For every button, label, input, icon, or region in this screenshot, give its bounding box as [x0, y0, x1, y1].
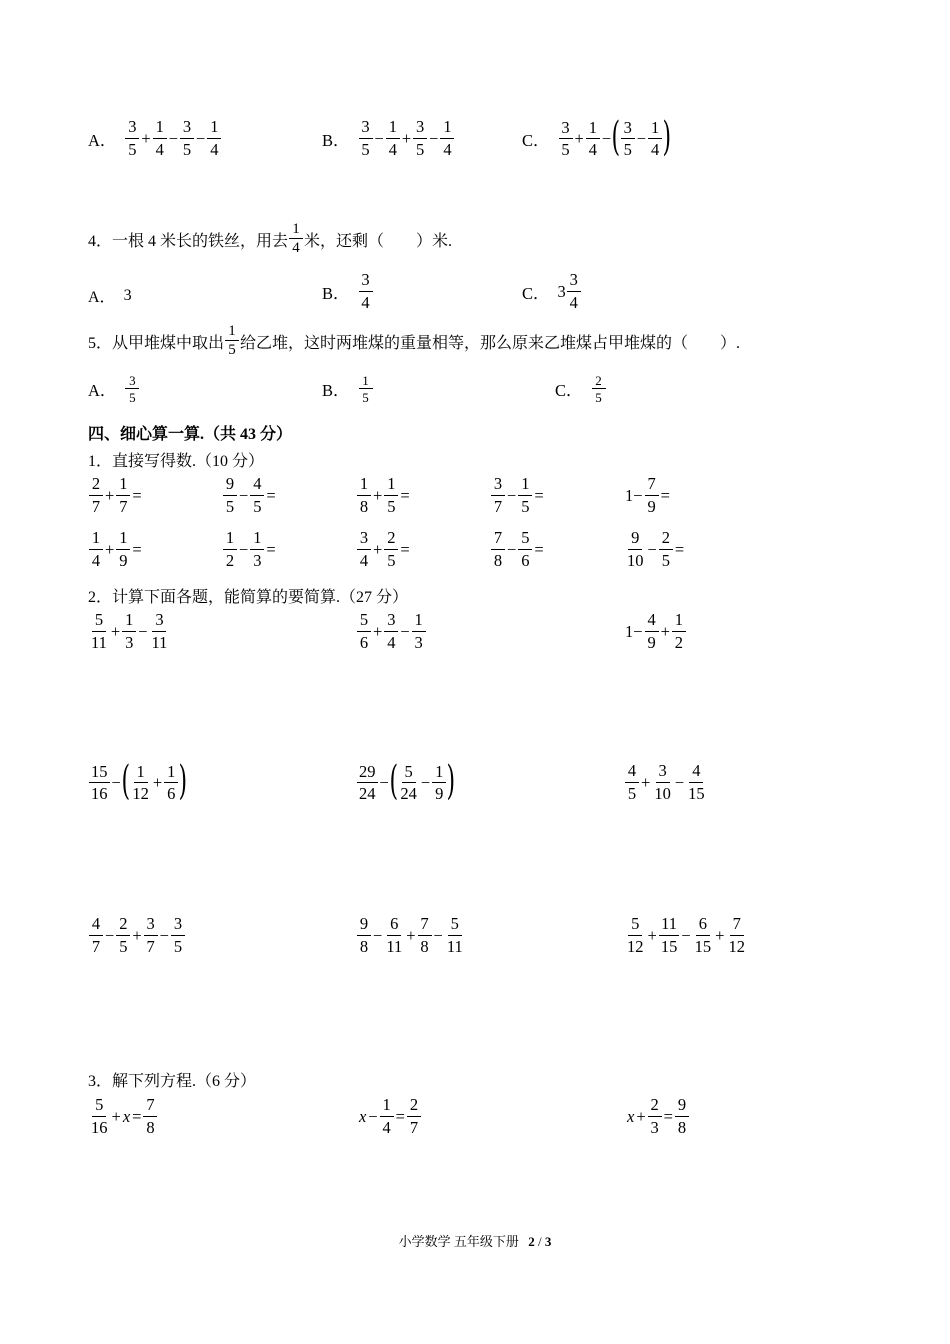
direct-calc-10: $\frac{9}{10}$ − $\frac{2}{5}$ = [627, 528, 685, 570]
equation-1: $\frac{5}{16}$ + x = $\frac{7}{8}$ [88, 1097, 158, 1136]
fraction: $\frac{3}{5}$ [621, 120, 635, 159]
fraction: $\frac{5}{12}$ [627, 914, 644, 956]
fraction: $\frac{1}{4}$ [648, 120, 662, 159]
compute-5: $\frac{29}{24}$ − ( $\frac{5}{24}$ − $\frac{1}{9}$ ) [359, 758, 456, 804]
q3-option-c: C． $\frac{3}{5}$ + $\frac{1}{4}$ − ( $\frac{3}{5}$ − $\frac{1}{4}$ ) [522, 114, 672, 160]
fraction: $\frac{1}{7}$ [116, 476, 130, 515]
fraction: $\frac{3}{4}$ [567, 272, 581, 311]
fraction: $\frac{4}{15}$ [688, 761, 705, 803]
fraction: $\frac{1}{9}$ [432, 764, 446, 803]
fraction: $\frac{1}{5}$ [384, 476, 398, 515]
fraction: $\frac{3}{5}$ [559, 120, 573, 159]
compute-2: $\frac{5}{6}$ + $\frac{3}{4}$ − $\frac{1}{3}$ [356, 612, 427, 651]
fraction: $\frac{9}{5}$ [223, 476, 237, 515]
equation-2: x − $\frac{1}{4}$ = $\frac{2}{7}$ [358, 1097, 422, 1136]
fraction: $\frac{15}{16}$ [91, 761, 108, 803]
fraction: $\frac{1}{8}$ [357, 476, 371, 515]
question-5: 5．从甲堆煤中取出 $\frac{1}{5}$ 给乙堆，这时两堆煤的重量相等，那么原来乙堆煤占甲堆煤的（ ）. [88, 323, 741, 358]
direct-calc-7: $\frac{1}{2}$ − $\frac{1}{3}$ = [222, 530, 277, 569]
fraction: $\frac{2}{5}$ [659, 530, 673, 569]
fraction: $\frac{6}{11}$ [386, 914, 403, 956]
fraction: $\frac{9}{10}$ [627, 528, 644, 570]
fraction: $\frac{1}{3}$ [412, 612, 426, 651]
fraction: $\frac{7}{12}$ [728, 914, 745, 956]
fraction: $\frac{1}{5}$ [359, 374, 373, 404]
fraction: $\frac{3}{11}$ [151, 610, 168, 652]
question-4: 4．一根 4 米长的铁丝，用去 $\frac{1}{4}$ 米，还剩（ ）米. [88, 221, 453, 256]
part-3-title: 3．解下列方程.（6 分） [88, 1073, 257, 1090]
direct-calc-9: $\frac{7}{8}$ − $\frac{5}{6}$ = [490, 530, 545, 569]
direct-calc-1: $\frac{2}{7}$ + $\frac{1}{7}$ = [88, 476, 143, 515]
part-2-title: 2．计算下面各题，能简算的要简算.（27 分） [88, 589, 409, 606]
fraction: $\frac{3}{4}$ [359, 272, 373, 311]
fraction: $\frac{4}{7}$ [89, 916, 103, 955]
footer-page-total: 3 [544, 1234, 552, 1249]
fraction: $\frac{3}{5}$ [125, 119, 139, 158]
direct-calc-5: 1− $\frac{7}{9}$ = [625, 474, 670, 516]
compute-7: $\frac{4}{7}$ − $\frac{2}{5}$ + $\frac{3}{7}$ − $\frac{3}{5}$ [88, 916, 186, 955]
q4-option-a: A． 3 [88, 286, 132, 306]
fraction: $\frac{2}{3}$ [648, 1097, 662, 1136]
fraction: $\frac{7}{9}$ [645, 476, 659, 515]
fraction: $\frac{2}{7}$ [407, 1097, 421, 1136]
footer-page-number: 2 [528, 1234, 535, 1249]
fraction: $\frac{5}{6}$ [518, 530, 532, 569]
fraction: $\frac{9}{8}$ [675, 1097, 689, 1136]
q5-option-a: A． $\frac{3}{5}$ [88, 374, 140, 404]
q5-option-c: C． $\frac{2}{5}$ [555, 374, 607, 404]
fraction: $\frac{1}{5}$ [518, 476, 532, 515]
fraction: $\frac{2}{5}$ [384, 530, 398, 569]
q5-option-b: B． $\frac{1}{5}$ [322, 374, 374, 404]
fraction: $\frac{3}{5}$ [180, 119, 194, 158]
direct-calc-4: $\frac{3}{7}$ − $\frac{1}{5}$ = [490, 476, 545, 515]
compute-1: $\frac{5}{11}$ + $\frac{1}{3}$ − $\frac{3}{11}$ [91, 610, 168, 652]
fraction: $\frac{1}{4}$ [207, 119, 221, 158]
q4-option-c: C． 3 $\frac{3}{4}$ [522, 272, 582, 311]
fraction: $\frac{4}{9}$ [645, 612, 659, 651]
fraction: $\frac{5}{16}$ [91, 1095, 108, 1137]
compute-3: 1− $\frac{4}{9}$ + $\frac{1}{2}$ [624, 612, 687, 651]
fraction: $\frac{3}{5}$ [171, 916, 185, 955]
fraction: $\frac{3}{4}$ [357, 530, 371, 569]
fraction: $\frac{5}{11}$ [91, 610, 107, 652]
equation-3: x + $\frac{2}{3}$ = $\frac{9}{8}$ [626, 1097, 690, 1136]
fraction: $\frac{7}{8}$ [143, 1097, 157, 1136]
fraction: $\frac{7}{8}$ [491, 530, 505, 569]
compute-4: $\frac{15}{16}$ − ( $\frac{1}{12}$ + $\frac{1}{6}$ ) [91, 758, 188, 804]
q3-option-b: B． $\frac{3}{5}$ − $\frac{1}{4}$ + $\frac{3}{5}$ − $\frac{1}{4}$ [322, 119, 455, 158]
fraction: $\frac{3}{5}$ [413, 119, 427, 158]
direct-calc-8: $\frac{3}{4}$ + $\frac{2}{5}$ = [356, 530, 411, 569]
fraction: $\frac{1}{4}$ [380, 1097, 394, 1136]
direct-calc-6: $\frac{1}{4}$ + $\frac{1}{9}$ = [88, 530, 143, 569]
footer-subject: 小学数学 五年级下册 [398, 1234, 519, 1249]
fraction: $\frac{4}{5}$ [250, 476, 264, 515]
fraction: $\frac{6}{15}$ [694, 914, 712, 956]
fraction: $\frac{2}{7}$ [89, 476, 103, 515]
fraction: $\frac{1}{2}$ [223, 530, 237, 569]
fraction: $\frac{5}{6}$ [357, 612, 371, 651]
fraction: $\frac{3}{7}$ [144, 916, 158, 955]
page-footer: 小学数学 五年级下册 2 / 3 [398, 1234, 552, 1249]
fraction: $\frac{3}{5}$ [125, 374, 139, 404]
fraction: $\frac{5}{24}$ [400, 761, 417, 803]
q3-option-a: A． $\frac{3}{5}$ + $\frac{1}{4}$ − $\frac{3}{5}$ − $\frac{1}{4}$ [88, 119, 222, 158]
fraction: $\frac{1}{2}$ [672, 612, 686, 651]
q4-option-b: B． $\frac{3}{4}$ [322, 272, 374, 311]
compute-8: $\frac{9}{8}$ − $\frac{6}{11}$ + $\frac{7}{8}$ − $\frac{5}{11}$ [356, 916, 466, 955]
fraction: $\frac{1}{3}$ [250, 530, 264, 569]
fraction: $\frac{1}{4}$ [289, 222, 303, 256]
compute-9: $\frac{5}{12}$ + $\frac{11}{15}$ − $\frac{6}{15}$ + $\frac{7}{12}$ [627, 914, 745, 956]
direct-calc-3: $\frac{1}{8}$ + $\frac{1}{5}$ = [356, 476, 411, 515]
part-1-title: 1．直接写得数.（10 分） [88, 453, 265, 470]
fraction: $\frac{1}{12}$ [132, 761, 149, 803]
compute-6: $\frac{4}{5}$ + $\frac{3}{10}$ − $\frac{4}{15}$ [624, 763, 708, 802]
section-4-title: 四、细心算一算.（共 43 分） [88, 426, 293, 443]
fraction: $\frac{1}{4}$ [153, 119, 167, 158]
fraction: $\frac{2}{5}$ [592, 374, 606, 404]
fraction: $\frac{1}{4}$ [440, 119, 454, 158]
fraction: $\frac{1}{4}$ [386, 119, 400, 158]
fraction: $\frac{1}{5}$ [225, 324, 239, 358]
fraction: $\frac{3}{5}$ [359, 119, 373, 158]
fraction: $\frac{7}{8}$ [418, 916, 432, 955]
fraction: $\frac{9}{8}$ [357, 916, 371, 955]
fraction: $\frac{2}{5}$ [116, 916, 130, 955]
fraction: $\frac{1}{9}$ [116, 530, 130, 569]
fraction: $\frac{1}{6}$ [164, 764, 178, 803]
fraction: $\frac{1}{3}$ [122, 612, 136, 651]
fraction: $\frac{3}{7}$ [491, 476, 505, 515]
fraction: $\frac{1}{4}$ [586, 120, 600, 159]
direct-calc-2: $\frac{9}{5}$ − $\frac{4}{5}$ = [222, 476, 277, 515]
fraction: $\frac{3}{4}$ [384, 612, 398, 651]
fraction: $\frac{29}{24}$ [359, 761, 376, 803]
fraction: $\frac{1}{4}$ [89, 530, 103, 569]
fraction: $\frac{3}{10}$ [654, 761, 671, 803]
fraction: $\frac{4}{5}$ [625, 763, 639, 802]
fraction: $\frac{5}{11}$ [446, 914, 463, 956]
fraction: $\frac{11}{15}$ [660, 914, 678, 956]
